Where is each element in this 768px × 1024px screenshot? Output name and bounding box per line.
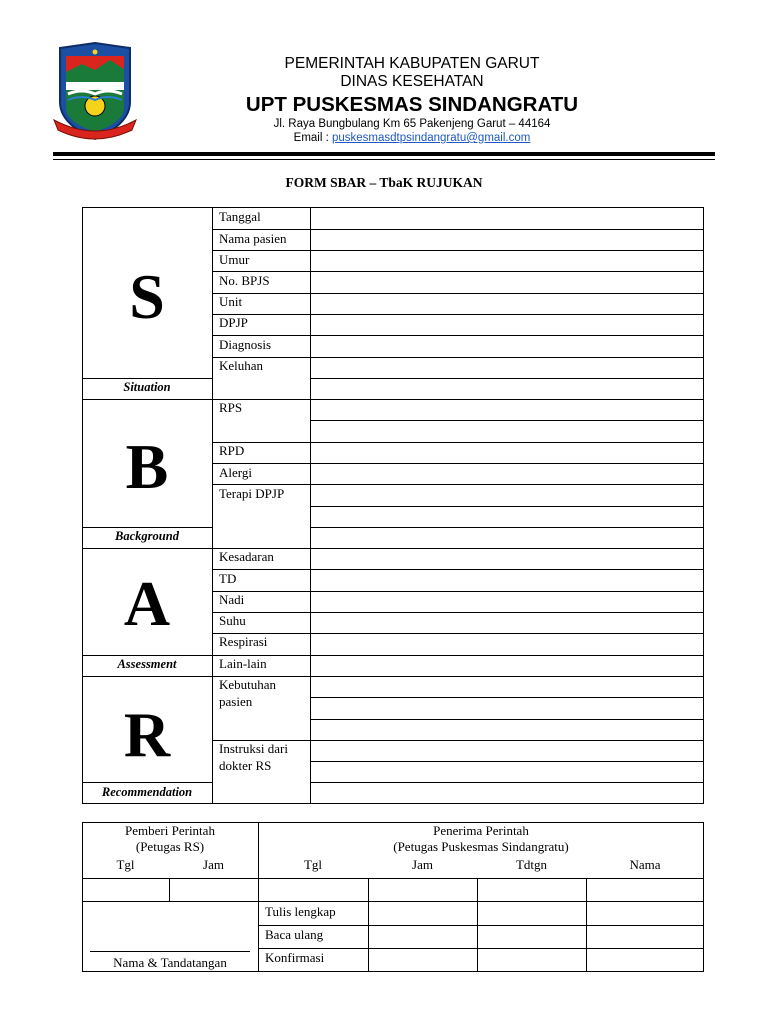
- field-respirasi: Respirasi: [219, 634, 268, 649]
- institution-name: UPT PUSKESMAS SINDANGRATU: [245, 93, 579, 116]
- dept-name: DINAS KESEHATAN: [340, 73, 484, 90]
- letter-r: R: [123, 699, 171, 770]
- address: Jl. Raya Bungbulang Km 65 Pakenjeng Garut – 44164: [273, 118, 551, 130]
- field-lain-lain: Lain-lain: [219, 656, 267, 671]
- receiver-col-tgl: Tgl: [303, 857, 323, 872]
- field-dpjp: DPJP: [219, 315, 248, 330]
- letter-a: A: [123, 568, 171, 639]
- field-keluhan: Keluhan: [219, 358, 264, 373]
- receiver-col-jam: Jam: [412, 857, 433, 872]
- step-tulis-lengkap: Tulis lengkap: [265, 904, 336, 919]
- field-kebutuhan: Kebutuhan: [219, 677, 277, 692]
- field-no-bpjs: No. BPJS: [219, 273, 270, 288]
- field-pasien: pasien: [219, 694, 253, 709]
- field-unit: Unit: [219, 294, 243, 309]
- field-nadi: Nadi: [219, 592, 245, 607]
- giver-subtitle: (Petugas RS): [135, 839, 205, 854]
- receiver-subtitle: (Petugas Puskesmas Sindangratu): [393, 839, 569, 854]
- field-rps: RPS: [219, 400, 243, 415]
- field-umur: Umur: [219, 252, 250, 267]
- field-tanggal: Tanggal: [219, 209, 261, 224]
- email-link[interactable]: puskesmasdtpsindangratu@gmail.com: [332, 132, 531, 144]
- step-baca-ulang: Baca ulang: [265, 927, 324, 942]
- field-alergi: Alergi: [219, 465, 252, 480]
- email-label: Email :: [293, 132, 332, 144]
- field-td: TD: [219, 571, 237, 586]
- field-terapi-dpjp: Terapi DPJP: [219, 486, 285, 501]
- section-assessment: Assessment: [117, 657, 177, 671]
- field-suhu: Suhu: [219, 613, 246, 628]
- letter-s: S: [129, 261, 165, 332]
- section-situation: Situation: [123, 380, 171, 394]
- receiver-col-nama: Nama: [629, 857, 661, 872]
- giver-col-tgl: Tgl: [116, 857, 135, 872]
- signature-label: Nama & Tandatangan: [113, 955, 227, 970]
- giver-title: Pemberi Perintah: [125, 823, 215, 838]
- section-recommendation: Recommendation: [101, 785, 193, 799]
- step-konfirmasi: Konfirmasi: [265, 950, 325, 965]
- field-dokter-rs: dokter RS: [219, 758, 272, 773]
- giver-col-jam: Jam: [203, 857, 224, 872]
- gov-name: PEMERINTAH KABUPATEN GARUT: [284, 55, 540, 72]
- field-nama-pasien: Nama pasien: [219, 231, 287, 246]
- letter-b: B: [125, 431, 169, 502]
- receiver-col-tdtgn: Tdtgn: [515, 857, 548, 872]
- receiver-title: Penerima Perintah: [433, 823, 529, 838]
- field-kesadaran: Kesadaran: [219, 549, 274, 564]
- field-diagnosis: Diagnosis: [219, 337, 271, 352]
- section-background: Background: [115, 529, 179, 543]
- field-instruksi-dari: Instruksi dari: [219, 741, 288, 756]
- form-title: FORM SBAR – TbaK RUJUKAN: [285, 175, 483, 190]
- field-rpd: RPD: [219, 443, 245, 458]
